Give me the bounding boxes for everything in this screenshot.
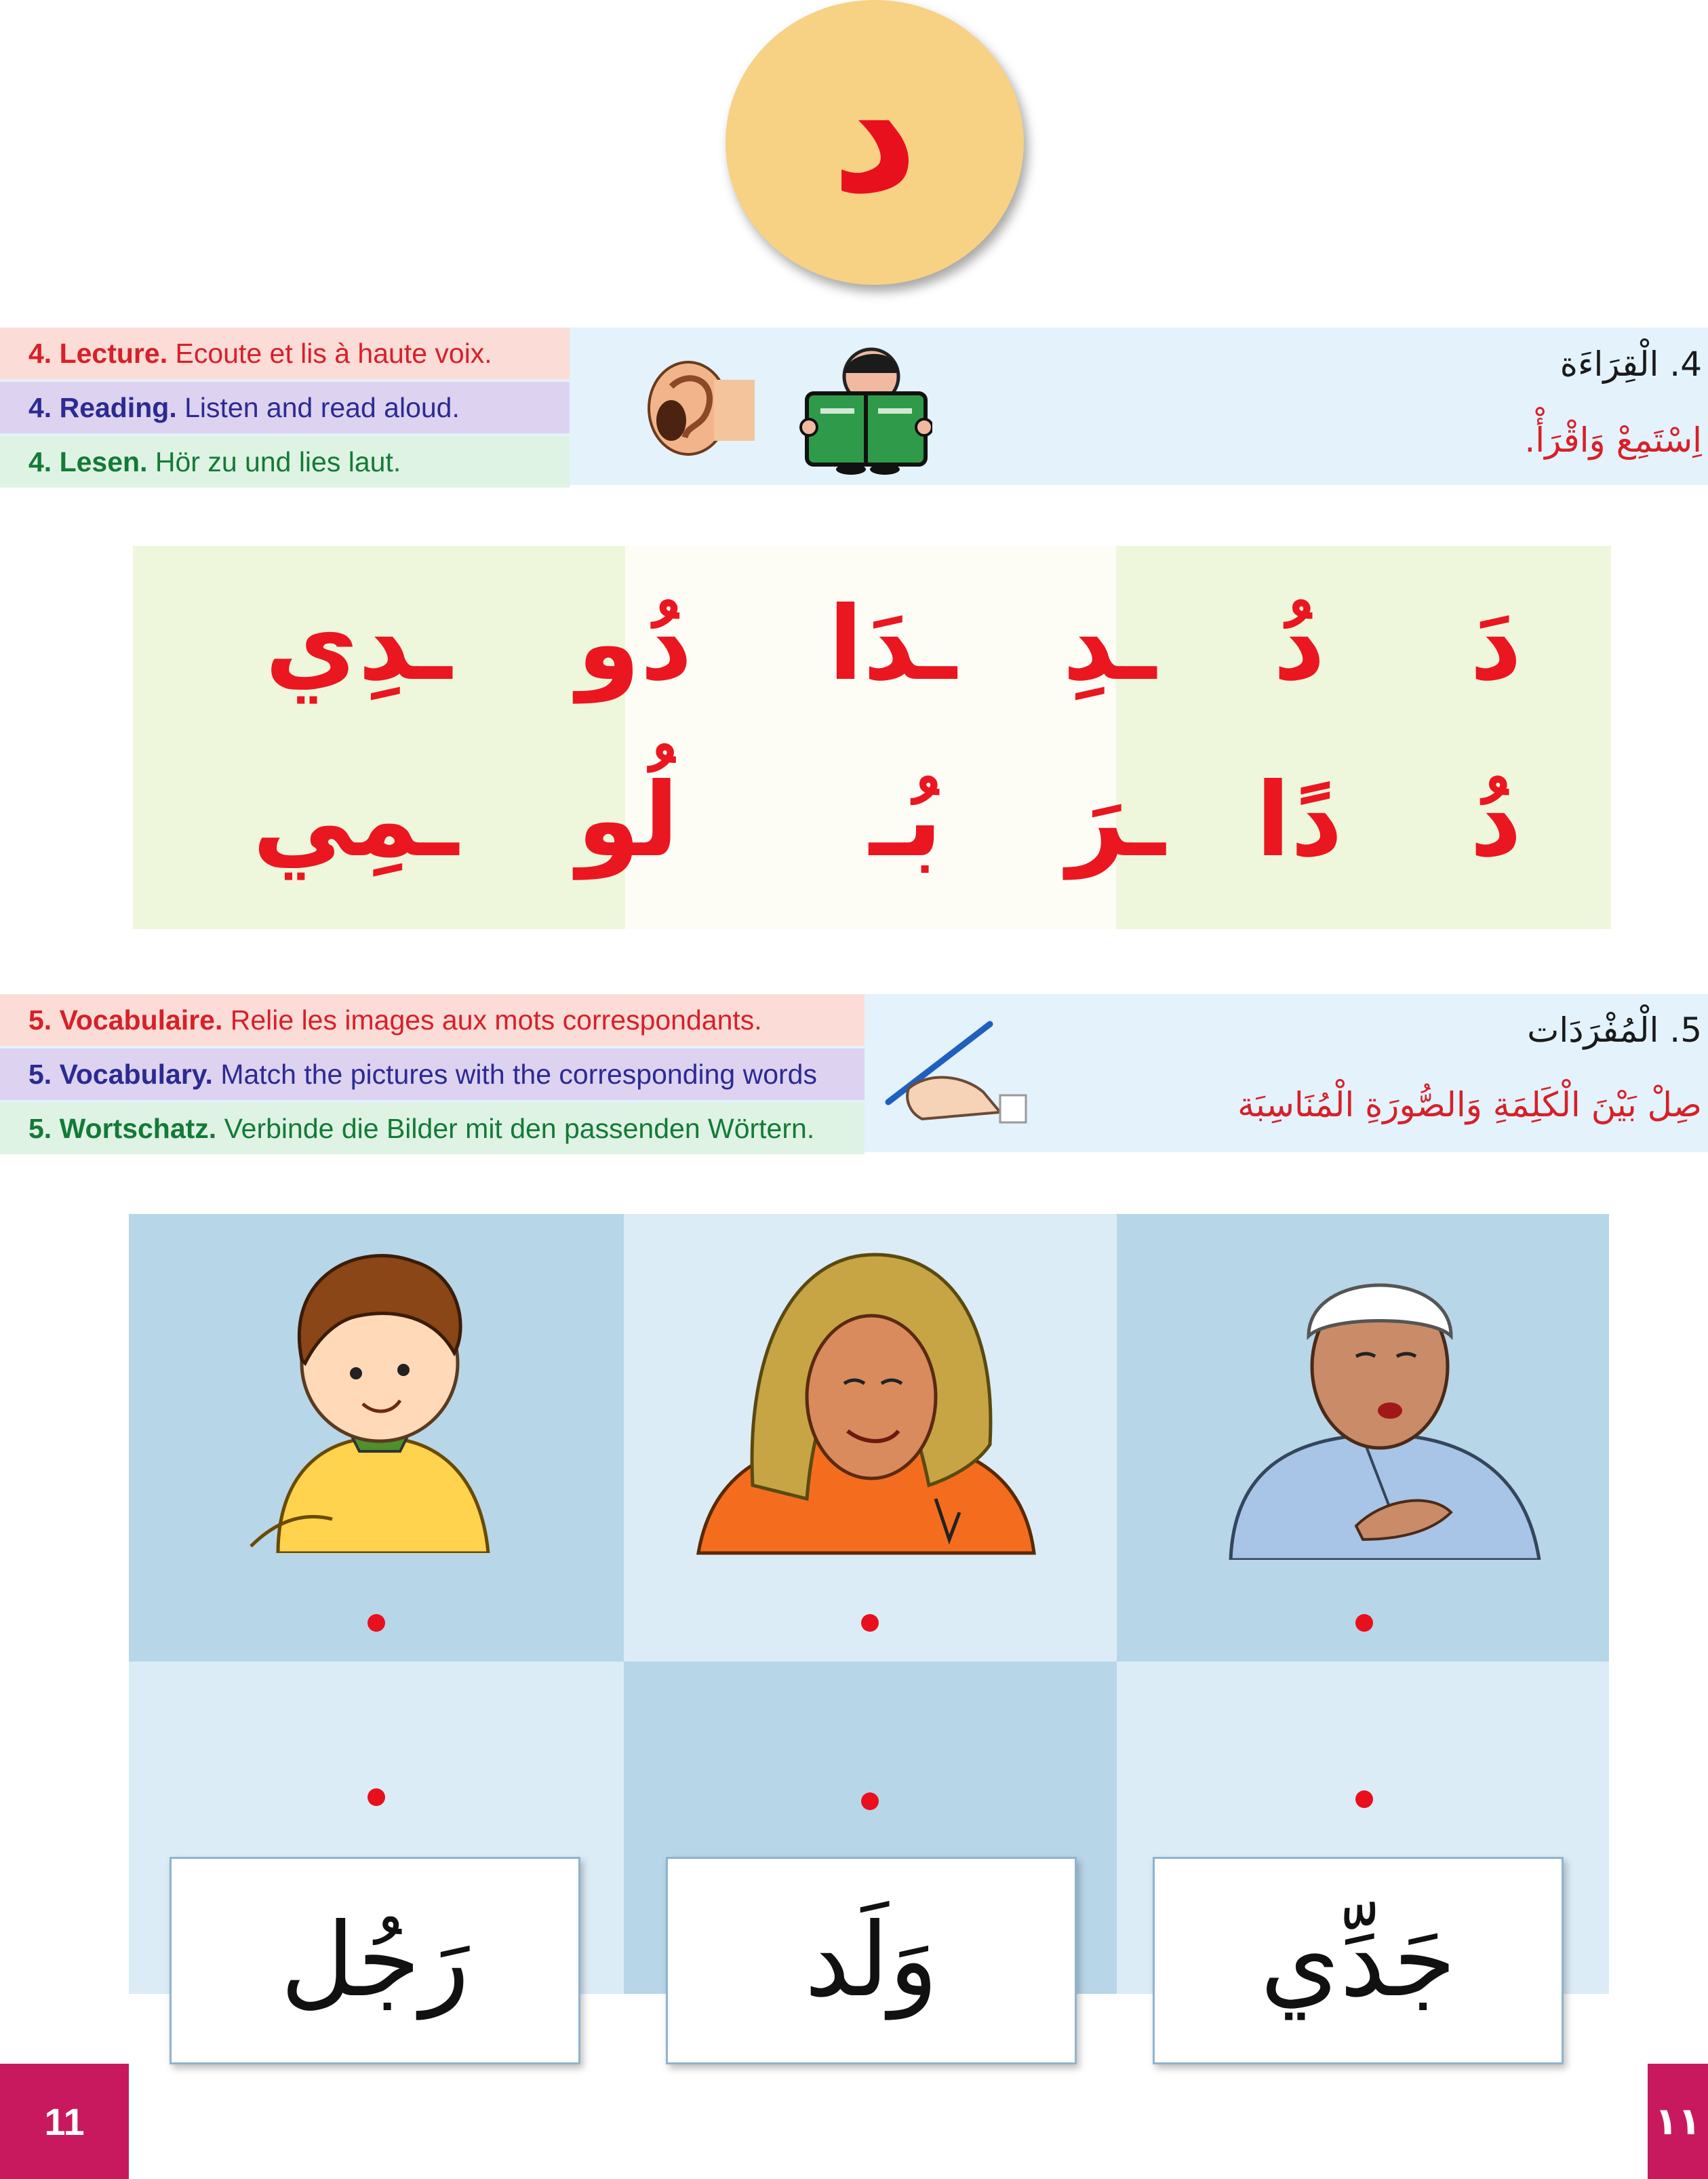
match-dot[interactable] <box>1355 1790 1373 1808</box>
section5-en: 5. Vocabulary. Match the pictures with the corresponding words <box>0 1048 865 1100</box>
word-rajul: رَجُل <box>280 1902 470 2020</box>
page-number-right: ١١ <box>1648 2064 1708 2179</box>
letter-circle <box>726 0 1024 285</box>
reading-child-icon <box>797 346 932 475</box>
section4-de: 4. Lesen. Hör zu und lies laut. <box>0 436 570 488</box>
syllable: ـمِي <box>252 762 458 880</box>
syllable: ـدِ <box>1062 585 1156 703</box>
letter-dal: د <box>831 33 919 231</box>
section4-ar-instruction: اِسْتَمِعْ وَاقْرَأْ. <box>1524 420 1702 460</box>
section5-fr: 5. Vocabulaire. Relie les images aux mots correspondants. <box>0 994 865 1046</box>
section5-languages <box>0 994 865 1154</box>
section4-ar-title: 4. الْقِرَاءَة <box>1560 345 1702 384</box>
match-dot[interactable] <box>368 1788 385 1806</box>
ear-icon <box>641 359 756 461</box>
match-dot[interactable] <box>1355 1614 1373 1632</box>
vocab-grid <box>129 1214 1609 2020</box>
word-card[interactable] <box>170 1857 580 2064</box>
word-jaddi: جَدِّي <box>1260 1902 1456 2020</box>
page-number-left: 11 <box>0 2064 129 2179</box>
syllable: ـدِي <box>264 585 452 703</box>
syllable: بُـ <box>869 762 942 880</box>
section5-ar-instruction: صِلْ بَيْنَ الْكَلِمَةِ وَالصُّورَةِ الْمُنَاسِبَة <box>1237 1085 1702 1124</box>
boy-picture[interactable] <box>237 1234 522 1553</box>
syllable: لُو <box>576 762 679 880</box>
section5-ar-title: 5. الْمُفْرَدَات <box>1527 1010 1702 1050</box>
word-walad: وَلَد <box>804 1902 938 2020</box>
section4-fr: 4. Lecture. Ecoute et lis à haute voix. <box>0 328 570 379</box>
woman-picture[interactable] <box>692 1241 1044 1560</box>
match-dot[interactable] <box>861 1792 879 1810</box>
syllable: ـرَ <box>1067 762 1166 880</box>
match-dot[interactable] <box>861 1614 879 1632</box>
section5-de: 5. Wortschatz. Verbinde die Bilder mit den passenden Wörtern. <box>0 1103 865 1154</box>
syllable: ـدَا <box>828 585 957 703</box>
section4-languages <box>0 328 570 488</box>
section4-en: 4. Reading. Listen and read aloud. <box>0 382 570 433</box>
syllable: دُ <box>1469 762 1522 880</box>
reading-grid <box>133 546 1611 929</box>
syllable: دًا <box>1255 762 1343 880</box>
syllable: دُو <box>576 585 693 703</box>
word-card[interactable] <box>1153 1857 1564 2064</box>
match-dot[interactable] <box>368 1614 385 1632</box>
syllable: دَ <box>1469 585 1522 703</box>
syllable: دُ <box>1273 585 1326 703</box>
word-card[interactable] <box>666 1857 1077 2064</box>
grandfather-picture[interactable] <box>1227 1255 1546 1560</box>
